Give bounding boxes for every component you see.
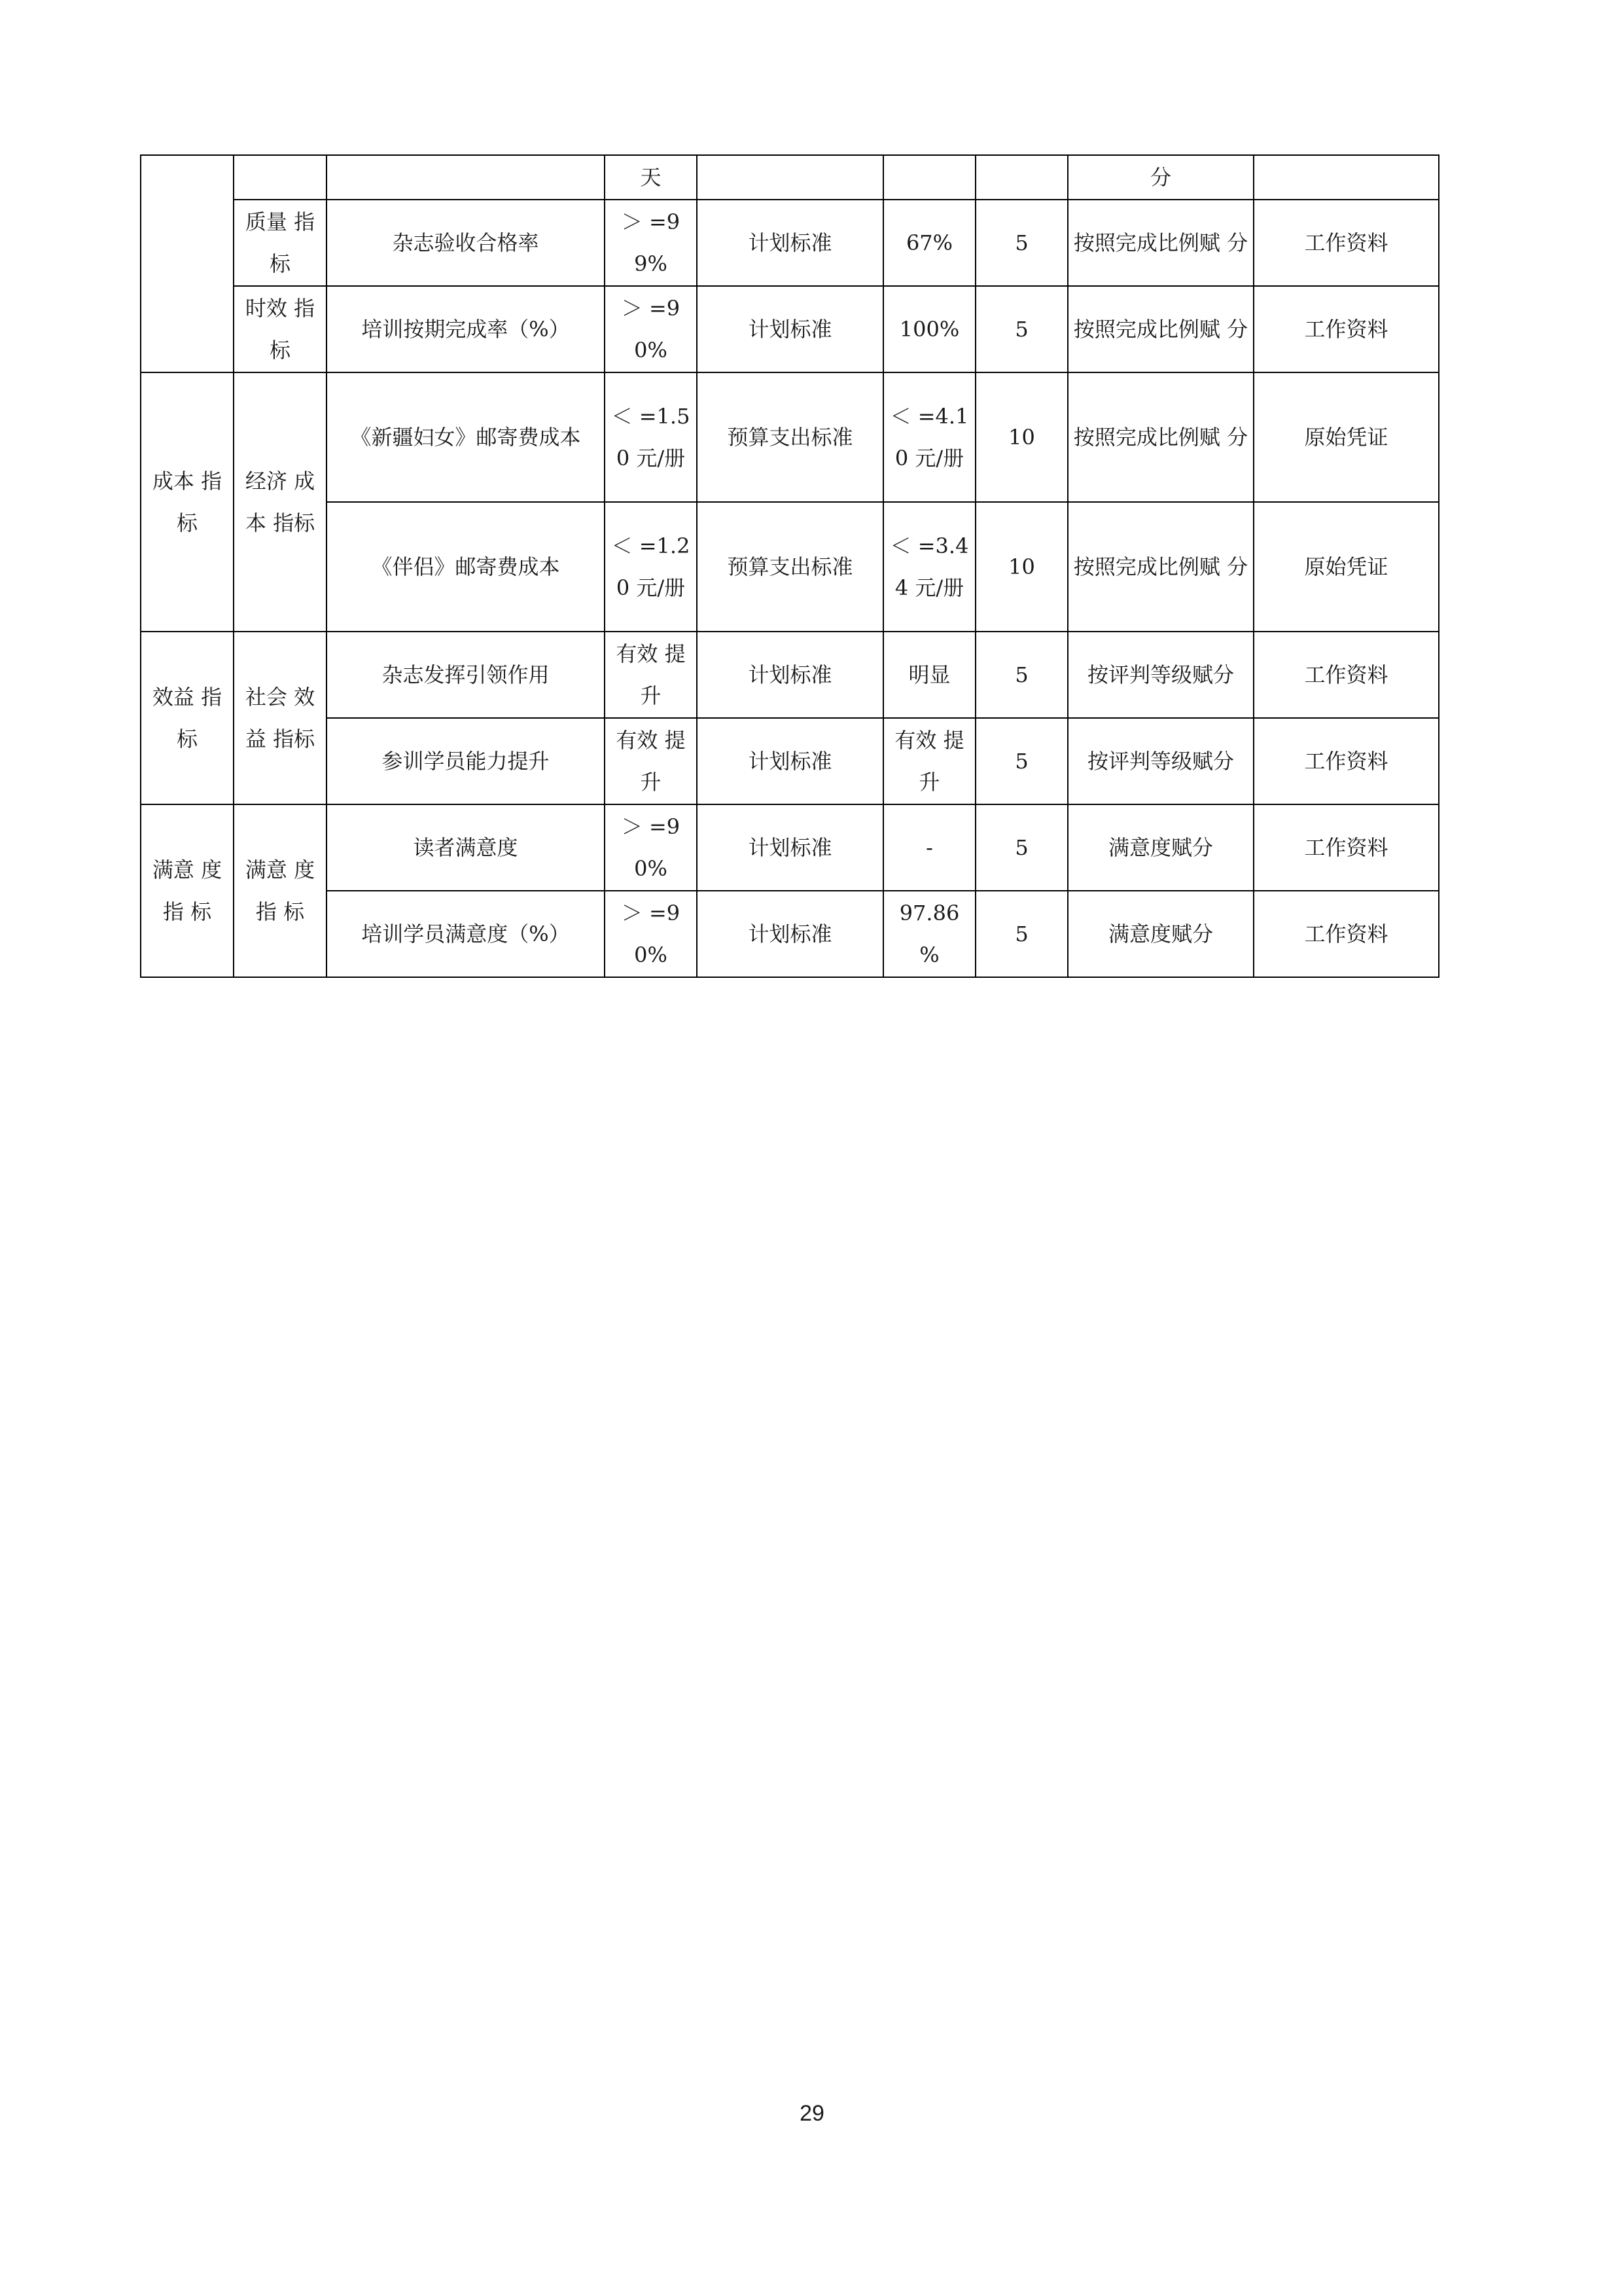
table-row xyxy=(141,200,1439,286)
scoring-cell: 分 xyxy=(1068,155,1254,200)
table-row xyxy=(141,718,1439,804)
level2-cell: 质量 指标 xyxy=(234,200,327,286)
actual-cell: ＜ =3.44 元/册 xyxy=(883,502,976,632)
indicator-name-cell: 《伴侣》邮寄费成本 xyxy=(327,502,605,632)
target-cell: ＞ =90% xyxy=(605,891,697,977)
evidence-cell xyxy=(1254,155,1439,200)
indicator-name-cell: 读者满意度 xyxy=(327,804,605,891)
indicator-name-cell: 杂志发挥引领作用 xyxy=(327,632,605,718)
scoring-cell: 满意度赋分 xyxy=(1068,804,1254,891)
actual-cell: 有效 提升 xyxy=(883,718,976,804)
table-row xyxy=(141,372,1439,502)
performance-indicator-table xyxy=(140,154,1439,978)
target-cell: ＞ =90% xyxy=(605,286,697,372)
evidence-cell: 工作资料 xyxy=(1254,286,1439,372)
target-cell: ＜ =1.20 元/册 xyxy=(605,502,697,632)
level1-cell: 满意 度指 标 xyxy=(141,804,234,977)
indicator-name-cell: 《新疆妇女》邮寄费成本 xyxy=(327,372,605,502)
standard-cell: 计划标准 xyxy=(697,632,883,718)
target-cell: 有效 提升 xyxy=(605,632,697,718)
page-number: 29 xyxy=(800,2101,824,2126)
scoring-cell: 按评判等级赋分 xyxy=(1068,718,1254,804)
table-row xyxy=(141,632,1439,718)
scoring-cell: 按评判等级赋分 xyxy=(1068,632,1254,718)
table-row xyxy=(141,286,1439,372)
evidence-cell: 工作资料 xyxy=(1254,632,1439,718)
target-cell: 天 xyxy=(605,155,697,200)
weight-cell xyxy=(976,155,1068,200)
level2-cell: 经济 成本 指标 xyxy=(234,372,327,632)
indicator-name-cell: 参训学员能力提升 xyxy=(327,718,605,804)
scoring-cell: 按照完成比例赋 分 xyxy=(1068,372,1254,502)
actual-cell: ＜ =4.10 元/册 xyxy=(883,372,976,502)
standard-cell: 计划标准 xyxy=(697,200,883,286)
target-cell: ＞ =90% xyxy=(605,804,697,891)
level1-cell: 效益 指标 xyxy=(141,632,234,804)
scoring-cell: 满意度赋分 xyxy=(1068,891,1254,977)
actual-cell: 67% xyxy=(883,200,976,286)
level1-cell: 成本 指标 xyxy=(141,372,234,632)
actual-cell: 明显 xyxy=(883,632,976,718)
evidence-cell: 工作资料 xyxy=(1254,891,1439,977)
weight-cell: 10 xyxy=(976,372,1068,502)
standard-cell: 计划标准 xyxy=(697,718,883,804)
standard-cell: 计划标准 xyxy=(697,286,883,372)
standard-cell xyxy=(697,155,883,200)
level1-cell xyxy=(141,155,234,372)
scoring-cell: 按照完成比例赋 分 xyxy=(1068,502,1254,632)
indicator-name-cell: 培训按期完成率（%） xyxy=(327,286,605,372)
evidence-cell: 工作资料 xyxy=(1254,718,1439,804)
weight-cell: 5 xyxy=(976,200,1068,286)
actual-cell: 100% xyxy=(883,286,976,372)
indicator-name-cell: 杂志验收合格率 xyxy=(327,200,605,286)
actual-cell: 97.86 % xyxy=(883,891,976,977)
target-cell: ＞ =99% xyxy=(605,200,697,286)
actual-cell xyxy=(883,155,976,200)
table-row xyxy=(141,804,1439,891)
actual-cell: - xyxy=(883,804,976,891)
weight-cell: 5 xyxy=(976,632,1068,718)
scoring-cell: 按照完成比例赋 分 xyxy=(1068,286,1254,372)
scoring-cell: 按照完成比例赋 分 xyxy=(1068,200,1254,286)
standard-cell: 计划标准 xyxy=(697,804,883,891)
table-row xyxy=(141,155,1439,200)
evidence-cell: 工作资料 xyxy=(1254,804,1439,891)
standard-cell: 预算支出标准 xyxy=(697,502,883,632)
weight-cell: 5 xyxy=(976,718,1068,804)
level2-cell: 社会 效益 指标 xyxy=(234,632,327,804)
standard-cell: 预算支出标准 xyxy=(697,372,883,502)
evidence-cell: 原始凭证 xyxy=(1254,372,1439,502)
standard-cell: 计划标准 xyxy=(697,891,883,977)
weight-cell: 5 xyxy=(976,804,1068,891)
evidence-cell: 工作资料 xyxy=(1254,200,1439,286)
evidence-cell: 原始凭证 xyxy=(1254,502,1439,632)
weight-cell: 5 xyxy=(976,891,1068,977)
table-row xyxy=(141,502,1439,632)
level2-cell: 满意 度指 标 xyxy=(234,804,327,977)
target-cell: ＜ =1.50 元/册 xyxy=(605,372,697,502)
weight-cell: 5 xyxy=(976,286,1068,372)
target-cell: 有效 提升 xyxy=(605,718,697,804)
weight-cell: 10 xyxy=(976,502,1068,632)
indicator-name-cell xyxy=(327,155,605,200)
level2-cell xyxy=(234,155,327,200)
level2-cell: 时效 指标 xyxy=(234,286,327,372)
table-row xyxy=(141,891,1439,977)
indicator-name-cell: 培训学员满意度（%） xyxy=(327,891,605,977)
